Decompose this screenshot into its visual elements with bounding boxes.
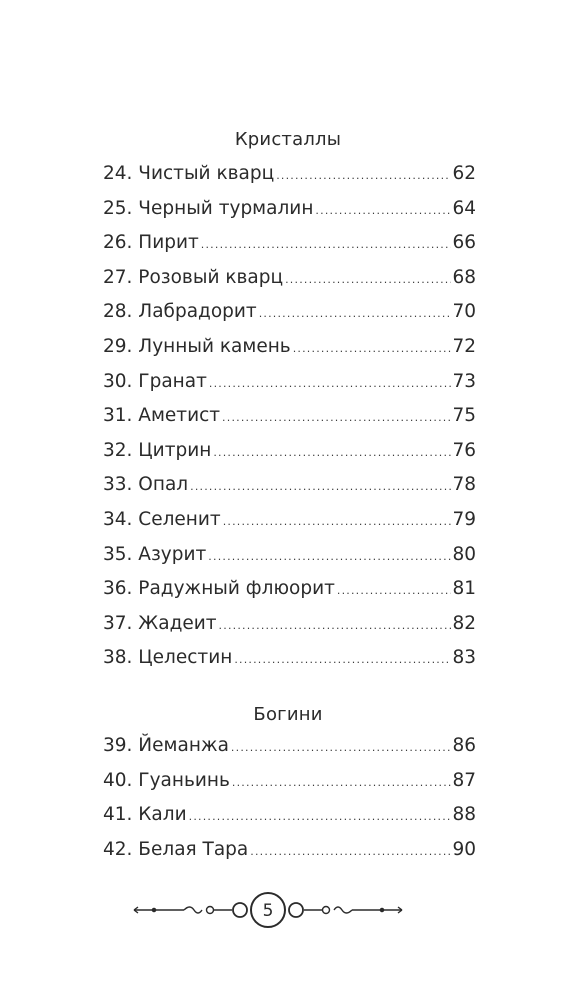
- toc-entry-label: 34. Селенит: [103, 508, 221, 530]
- toc-entry-page: 78: [452, 474, 476, 496]
- toc-entry-page: 86: [452, 735, 476, 756]
- dot-leader: [315, 199, 451, 223]
- toc-entry-label: 40. Гуаньинь: [103, 769, 230, 791]
- dot-leader: [209, 372, 452, 396]
- dot-leader: [223, 510, 452, 534]
- ornament-ring-right: [289, 903, 303, 917]
- ornament-swirl-left: [184, 907, 202, 913]
- page-number: 5: [262, 901, 274, 921]
- ornament-dot-left: [152, 908, 155, 911]
- toc-entry-page: 83: [452, 647, 476, 669]
- toc-entry[interactable]: [103, 404, 476, 439]
- toc-entry[interactable]: [103, 231, 476, 266]
- toc-entry[interactable]: [103, 300, 476, 335]
- toc-entry-label: 41. Кали: [103, 804, 187, 826]
- dot-leader: [337, 579, 452, 603]
- ornament-dot-right: [380, 908, 383, 911]
- toc-entry-label: 29. Лунный камень: [103, 335, 291, 357]
- toc-entry[interactable]: [103, 577, 476, 612]
- ornament-ring-left: [233, 903, 247, 917]
- dot-leader: [208, 545, 451, 569]
- toc-entry-page: 82: [452, 612, 476, 634]
- toc-entry-page: 80: [452, 543, 476, 565]
- ornament-small-circle-left: [207, 907, 214, 914]
- toc-entry-label: 24. Чистый кварц: [103, 163, 275, 184]
- toc-entry-label: 33. Опал: [103, 474, 189, 496]
- toc-entry-label: 36. Радужный флюорит: [103, 578, 335, 600]
- dot-leader: [219, 614, 452, 638]
- toc-entry[interactable]: [103, 612, 476, 647]
- toc-entry[interactable]: [103, 162, 476, 197]
- toc-entry[interactable]: [103, 508, 476, 543]
- dot-leader: [259, 302, 452, 326]
- dot-leader: [189, 805, 452, 829]
- toc-list-goddesses: [103, 734, 476, 872]
- toc-entry-page: 70: [452, 301, 476, 323]
- toc-entry-page: 90: [452, 838, 476, 860]
- toc-entry-label: 37. Жадеит: [103, 612, 217, 634]
- dot-leader: [276, 164, 451, 188]
- section-title-crystals: Кристаллы: [234, 129, 342, 150]
- dot-leader: [222, 406, 451, 430]
- toc-entry[interactable]: [103, 838, 476, 873]
- toc-entry-label: 31. Аметист: [103, 405, 221, 427]
- toc-entry-label: 38. Целестин: [103, 647, 233, 669]
- toc-entry-label: 28. Лабрадорит: [103, 301, 257, 323]
- toc-entry-page: 62: [452, 163, 476, 184]
- toc-entry[interactable]: [103, 335, 476, 370]
- toc-entry-page: 68: [452, 266, 476, 288]
- dot-leader: [293, 337, 452, 361]
- toc-entry[interactable]: [103, 197, 476, 232]
- toc-entry[interactable]: [103, 266, 476, 301]
- toc-entry-page: 87: [452, 769, 476, 791]
- section-title-goddesses: Богини: [253, 704, 323, 725]
- ornament-swirl-right: [334, 907, 352, 913]
- toc-entry-page: 73: [452, 370, 476, 392]
- ornament-small-circle-right: [323, 907, 330, 914]
- dot-leader: [232, 771, 452, 795]
- dot-leader: [190, 475, 451, 499]
- toc-entry-label: 30. Гранат: [103, 370, 207, 392]
- toc-entry-label: 42. Белая Тара: [103, 838, 249, 860]
- toc-entry-page: 76: [452, 439, 476, 461]
- toc-entry[interactable]: [103, 803, 476, 838]
- toc-entry-page: 88: [452, 804, 476, 826]
- toc-entry-label: 26. Пирит: [103, 232, 199, 254]
- toc-entry-page: 72: [452, 335, 476, 357]
- toc-entry-label: 27. Розовый кварц: [103, 266, 284, 288]
- toc-entry[interactable]: [103, 543, 476, 578]
- page-number-ornament: [128, 888, 448, 932]
- toc-entry[interactable]: [103, 370, 476, 405]
- toc-list-crystals: [103, 162, 476, 681]
- toc-entry-page: 75: [452, 405, 476, 427]
- toc-entry-label: 39. Йеманжа: [103, 735, 229, 756]
- toc-entry-page: 79: [452, 508, 476, 530]
- toc-entry[interactable]: [103, 473, 476, 508]
- dot-leader: [213, 441, 451, 465]
- dot-leader: [231, 736, 452, 760]
- toc-entry-page: 81: [452, 578, 476, 600]
- dot-leader: [250, 840, 451, 864]
- toc-entry[interactable]: [103, 439, 476, 474]
- toc-entry[interactable]: [103, 646, 476, 681]
- toc-entry[interactable]: [103, 769, 476, 804]
- toc-entry-label: 25. Черный турмалин: [103, 197, 314, 219]
- toc-entry-label: 32. Цитрин: [103, 439, 212, 461]
- dot-leader: [234, 648, 451, 672]
- toc-entry[interactable]: [103, 734, 476, 769]
- dot-leader: [285, 268, 451, 292]
- dot-leader: [201, 233, 452, 257]
- toc-entry-label: 35. Азурит: [103, 543, 207, 565]
- toc-entry-page: 64: [452, 197, 476, 219]
- toc-entry-page: 66: [452, 232, 476, 254]
